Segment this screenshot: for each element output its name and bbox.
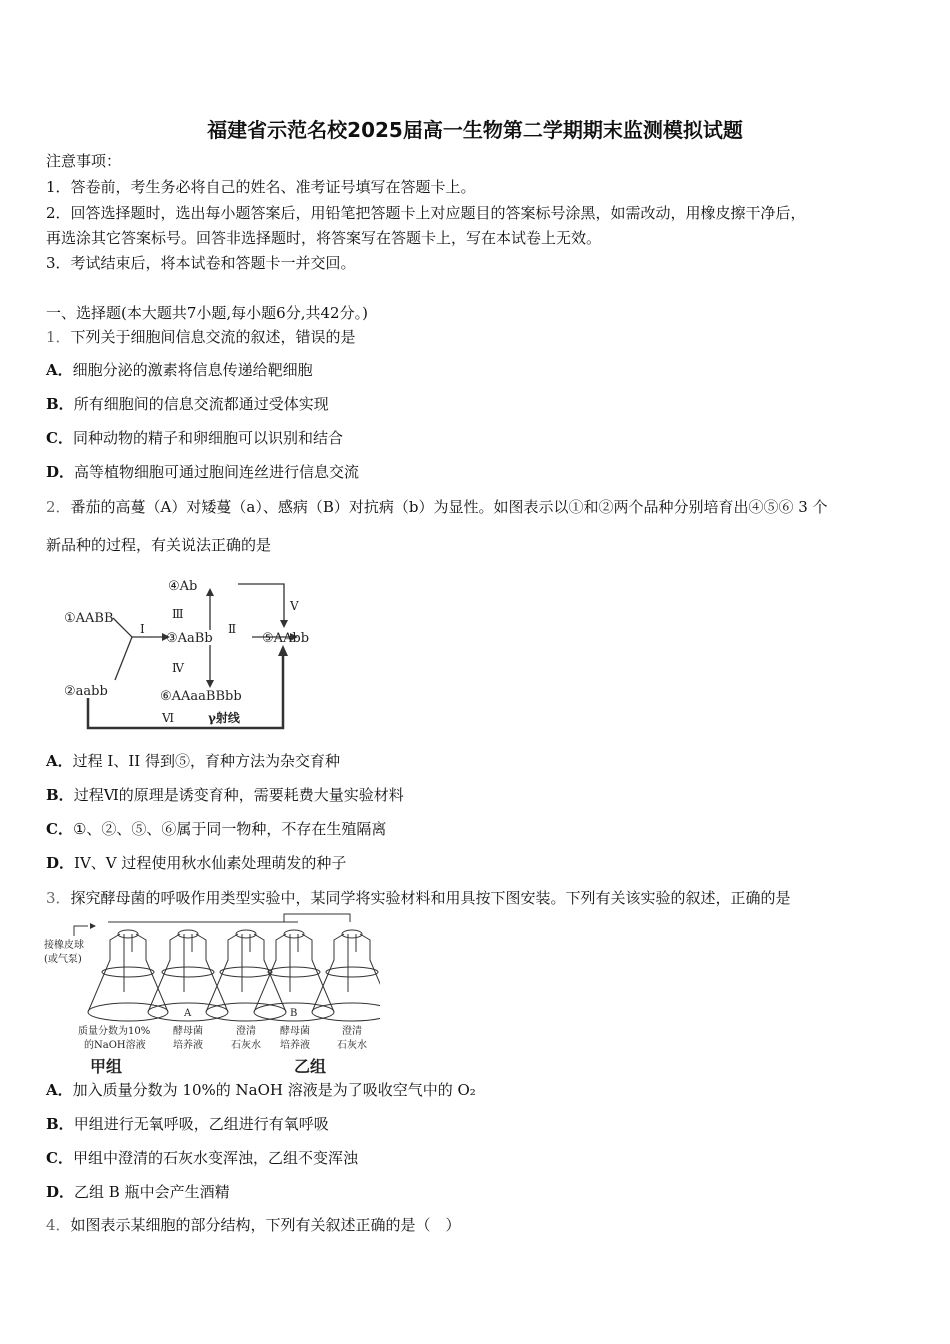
- question-3: [46, 888, 791, 908]
- option-d: [46, 1182, 230, 1202]
- option-a: [46, 360, 313, 380]
- option-c: [46, 1148, 358, 1168]
- pump-label: (或气泵): [44, 954, 82, 965]
- option-key: C．: [46, 1149, 73, 1167]
- question-number: 1．: [46, 328, 71, 346]
- question-stem: 下列关于细胞间信息交流的叙述，错误的是: [70, 328, 356, 346]
- option-text: IV、V 过程使用秋水仙素处理萌发的种子: [74, 854, 347, 872]
- process-4: Ⅳ: [172, 661, 184, 675]
- option-text: 过程Ⅵ的原理是诱变育种，需要耗费大量实验材料: [73, 786, 404, 804]
- node-4: ④Ab: [168, 579, 198, 594]
- limewater-label: 澄清: [236, 1026, 256, 1037]
- limewater-label: 石灰水: [231, 1040, 261, 1051]
- option-a: [46, 751, 340, 771]
- option-c: [46, 428, 343, 448]
- question-2: [46, 497, 828, 517]
- yeast-label: 培养液: [280, 1040, 310, 1051]
- page-title: 福建省示范名校2025届高一生物第二学期期末监测模拟试题: [207, 118, 743, 142]
- group-2-label: 乙组: [294, 1057, 327, 1076]
- yeast-respiration-apparatus: [40, 912, 380, 1076]
- limewater-label: 澄清: [342, 1026, 362, 1037]
- group-1-label: 甲组: [90, 1057, 123, 1076]
- option-c: [46, 819, 386, 839]
- node-3: ③AaBb: [166, 631, 213, 646]
- option-text: ①、②、⑤、⑥属于同一物种，不存在生殖隔离: [72, 820, 387, 838]
- note-item: 3．考试结束后，将本试卷和答题卡一并交回。: [46, 254, 356, 272]
- gamma-ray-label: γ射线: [208, 711, 240, 725]
- question-4: [46, 1215, 461, 1235]
- option-text: 所有细胞间的信息交流都通过受体实现: [73, 395, 329, 413]
- option-text: 同种动物的精子和卵细胞可以识别和结合: [72, 429, 343, 447]
- option-text: 高等植物细胞可通过胞间连丝进行信息交流: [74, 463, 360, 481]
- note-item: 再选涂其它答案标号。回答非选择题时，将答案写在答题卡上，写在本试卷上无效。: [46, 229, 602, 247]
- option-b: [46, 394, 329, 414]
- node-5: ⑤AAbb: [262, 631, 310, 646]
- node-6: ⑥AAaaBBbb: [160, 689, 242, 704]
- option-key: D．: [46, 1183, 75, 1201]
- process-5: Ⅴ: [290, 599, 299, 613]
- flask-b-label: B: [290, 1008, 298, 1019]
- question-1: [46, 327, 356, 347]
- pump-label: 接橡皮球: [44, 940, 84, 951]
- option-key: A．: [46, 752, 73, 770]
- note-item: 1．答卷前，考生务必将自己的姓名、准考证号填写在答题卡上。: [46, 178, 476, 196]
- process-3: Ⅲ: [172, 607, 184, 621]
- limewater-label: 石灰水: [337, 1040, 367, 1051]
- option-key: A．: [46, 1081, 73, 1099]
- node-2: ②aabb: [64, 684, 108, 699]
- option-text: 甲组进行无氧呼吸，乙组进行有氧呼吸: [73, 1115, 329, 1133]
- yeast-label: 酵母菌: [173, 1026, 203, 1037]
- option-key: C．: [46, 820, 73, 838]
- question-number: 2．: [46, 498, 71, 516]
- option-b: [46, 1114, 329, 1134]
- option-key: D．: [46, 463, 75, 481]
- node-1: ①AABB: [64, 611, 114, 626]
- option-d: [46, 853, 346, 873]
- option-d: [46, 462, 359, 482]
- yeast-label: 酵母菌: [280, 1026, 310, 1037]
- option-text: 甲组中澄清的石灰水变浑浊，乙组不变浑浊: [72, 1149, 358, 1167]
- breeding-diagram: [40, 560, 320, 740]
- option-text: 加入质量分数为 10%的 NaOH 溶液是为了吸收空气中的 O₂: [72, 1081, 476, 1099]
- note-item: 2．回答选择题时，选出每小题答案后，用铅笔把答题卡上对应题目的答案标号涂黑，如需改动，用橡皮擦干净后，: [46, 204, 806, 222]
- question-number: 4．: [46, 1216, 71, 1234]
- process-6: Ⅵ: [162, 711, 175, 725]
- option-key: C．: [46, 429, 73, 447]
- process-1: Ⅰ: [140, 622, 145, 636]
- question-stem: 探究酵母菌的呼吸作用类型实验中，某同学将实验材料和用具按下图安装。下列有关该实验的叙述，正确的是: [70, 889, 791, 907]
- option-key: B．: [46, 786, 74, 804]
- flask-a-label: A: [184, 1008, 192, 1019]
- option-b: [46, 785, 404, 805]
- notes-heading: 注意事项：: [46, 152, 122, 170]
- option-key: A．: [46, 361, 73, 379]
- section-heading: 一、选择题(本大题共7小题,每小题6分,共42分。): [46, 304, 368, 322]
- naoh-label-1: 质量分数为10%: [78, 1026, 151, 1037]
- question-stem-cont: 新品种的过程，有关说法正确的是: [46, 536, 272, 554]
- question-stem: 番茄的高蔓（A）对矮蔓（a）、感病（B）对抗病（b）为显性。如图表示以①和②两个品种分别培育出④⑤⑥ 3 个: [70, 498, 828, 516]
- question-stem: 如图表示某细胞的部分结构，下列有关叙述正确的是（ ）: [70, 1216, 461, 1234]
- option-text: 过程 I、II 得到⑤，育种方法为杂交育种: [72, 752, 340, 770]
- process-2: Ⅱ: [228, 622, 237, 636]
- yeast-label: 培养液: [173, 1040, 203, 1051]
- option-key: D．: [46, 854, 75, 872]
- question-number: 3．: [46, 889, 71, 907]
- option-a: [46, 1080, 476, 1100]
- naoh-label-2: 的NaOH溶液: [84, 1040, 146, 1051]
- option-text: 乙组 B 瓶中会产生酒精: [74, 1183, 230, 1201]
- option-key: B．: [46, 1115, 74, 1133]
- option-text: 细胞分泌的激素将信息传递给靶细胞: [72, 361, 313, 379]
- option-key: B．: [46, 395, 74, 413]
